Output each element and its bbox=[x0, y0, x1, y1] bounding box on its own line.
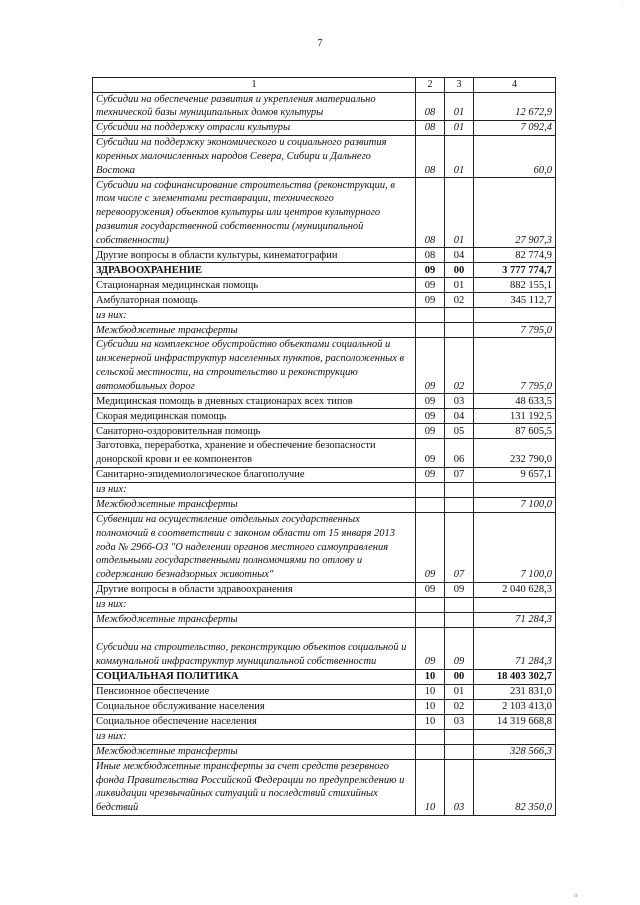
row-code-subsection: 04 bbox=[445, 409, 474, 424]
corner-mark-top: . bbox=[622, 2, 624, 8]
table-row bbox=[93, 684, 556, 699]
row-amount bbox=[474, 482, 556, 497]
row-code-section: 09 bbox=[416, 409, 445, 424]
row-name: Пенсионное обеспечение bbox=[93, 684, 416, 699]
table-row bbox=[93, 714, 556, 729]
row-amount: 3 777 774,7 bbox=[474, 263, 556, 278]
row-amount: 82 350,0 bbox=[474, 759, 556, 815]
table-row bbox=[93, 627, 556, 669]
row-code-subsection: 00 bbox=[445, 263, 474, 278]
row-code-subsection: 02 bbox=[445, 699, 474, 714]
table-row bbox=[93, 597, 556, 612]
row-amount: 7 795,0 bbox=[474, 323, 556, 338]
table-row bbox=[93, 424, 556, 439]
row-code-section: 09 bbox=[416, 263, 445, 278]
row-name: Другие вопросы в области здравоохранения bbox=[93, 582, 416, 597]
row-amount: 87 605,5 bbox=[474, 424, 556, 439]
row-name: ЗДРАВООХРАНЕНИЕ bbox=[93, 263, 416, 278]
row-code-subsection: 01 bbox=[445, 136, 474, 178]
row-name: Скорая медицинская помощь bbox=[93, 409, 416, 424]
table-row bbox=[93, 263, 556, 278]
row-name: Социальное обслуживание населения bbox=[93, 699, 416, 714]
row-code-section bbox=[416, 497, 445, 512]
row-code-subsection: 01 bbox=[445, 278, 474, 293]
row-code-section: 09 bbox=[416, 278, 445, 293]
table-header-row bbox=[93, 78, 556, 93]
header-col-1: 1 bbox=[93, 78, 416, 93]
row-name: Стационарная медицинская помощь bbox=[93, 278, 416, 293]
row-code-section: 08 bbox=[416, 92, 445, 120]
row-amount: 48 633,5 bbox=[474, 394, 556, 409]
row-code-subsection bbox=[445, 744, 474, 759]
table-row bbox=[93, 178, 556, 248]
row-code-subsection bbox=[445, 482, 474, 497]
table-row bbox=[93, 669, 556, 684]
row-amount bbox=[474, 308, 556, 323]
table-row bbox=[93, 278, 556, 293]
row-name: Социальное обеспечение населения bbox=[93, 714, 416, 729]
table-row bbox=[93, 293, 556, 308]
row-code-section: 10 bbox=[416, 669, 445, 684]
row-name: Амбулаторная помощь bbox=[93, 293, 416, 308]
row-name: из них: bbox=[93, 482, 416, 497]
row-name: из них: bbox=[93, 729, 416, 744]
header-col-3: 3 bbox=[445, 78, 474, 93]
header-col-4: 4 bbox=[474, 78, 556, 93]
row-code-section: 09 bbox=[416, 512, 445, 582]
row-code-subsection: 01 bbox=[445, 92, 474, 120]
row-name: Субвенции на осуществление отдельных государственных полномочий в соответствии с законом области от 15 января 2013 года № 2966-ОЗ "О наделении органов местного самоуправления отдельными государственными полномочиями по отлову и содержанию безнадзорных животных" bbox=[93, 512, 416, 582]
row-name: Межбюджетные трансферты bbox=[93, 612, 416, 627]
row-code-subsection bbox=[445, 497, 474, 512]
row-code-section: 10 bbox=[416, 714, 445, 729]
row-amount: 7 092,4 bbox=[474, 121, 556, 136]
table-row bbox=[93, 699, 556, 714]
table-row bbox=[93, 338, 556, 394]
row-name: Межбюджетные трансферты bbox=[93, 497, 416, 512]
row-code-subsection: 09 bbox=[445, 582, 474, 597]
table-row bbox=[93, 497, 556, 512]
row-amount: 2 103 413,0 bbox=[474, 699, 556, 714]
row-name: Заготовка, переработка, хранение и обеспечение безопасности донорской крови и ее компонентов bbox=[93, 439, 416, 467]
row-code-subsection: 04 bbox=[445, 248, 474, 263]
row-code-subsection: 03 bbox=[445, 759, 474, 815]
row-name: Субсидии на комплексное обустройство объектами социальной и инженерной инфраструктур населенных пунктов, расположенных в сельской местности, на строительство и реконструкцию автомобильных дорог bbox=[93, 338, 416, 394]
row-code-section bbox=[416, 729, 445, 744]
row-code-subsection: 01 bbox=[445, 684, 474, 699]
row-code-subsection: 09 bbox=[445, 627, 474, 669]
row-code-section: 10 bbox=[416, 759, 445, 815]
row-code-section bbox=[416, 597, 445, 612]
table-row bbox=[93, 439, 556, 467]
table-row bbox=[93, 409, 556, 424]
row-amount: 231 831,0 bbox=[474, 684, 556, 699]
table-row bbox=[93, 467, 556, 482]
table-row bbox=[93, 729, 556, 744]
row-name: СОЦИАЛЬНАЯ ПОЛИТИКА bbox=[93, 669, 416, 684]
row-code-subsection: 02 bbox=[445, 293, 474, 308]
table-row bbox=[93, 394, 556, 409]
row-code-section bbox=[416, 323, 445, 338]
row-code-section: 08 bbox=[416, 178, 445, 248]
row-amount bbox=[474, 597, 556, 612]
table-row bbox=[93, 512, 556, 582]
row-code-section: 09 bbox=[416, 293, 445, 308]
table-row bbox=[93, 92, 556, 120]
table-row bbox=[93, 136, 556, 178]
row-name: Санаторно-оздоровительная помощь bbox=[93, 424, 416, 439]
row-name: Другие вопросы в области культуры, кинематографии bbox=[93, 248, 416, 263]
row-amount: 9 657,1 bbox=[474, 467, 556, 482]
row-code-section: 08 bbox=[416, 121, 445, 136]
row-name: из них: bbox=[93, 308, 416, 323]
row-amount: 345 112,7 bbox=[474, 293, 556, 308]
row-code-section bbox=[416, 308, 445, 323]
row-code-section bbox=[416, 612, 445, 627]
row-name: Межбюджетные трансферты bbox=[93, 744, 416, 759]
table-row bbox=[93, 582, 556, 597]
row-code-section: 09 bbox=[416, 439, 445, 467]
row-code-section: 09 bbox=[416, 394, 445, 409]
row-code-section bbox=[416, 482, 445, 497]
row-code-subsection bbox=[445, 729, 474, 744]
row-amount: 71 284,3 bbox=[474, 612, 556, 627]
row-name: Межбюджетные трансферты bbox=[93, 323, 416, 338]
row-code-section: 09 bbox=[416, 424, 445, 439]
row-amount: 7 795,0 bbox=[474, 338, 556, 394]
row-code-section bbox=[416, 744, 445, 759]
table-row bbox=[93, 744, 556, 759]
row-code-subsection bbox=[445, 597, 474, 612]
row-code-subsection: 03 bbox=[445, 714, 474, 729]
row-code-section: 08 bbox=[416, 248, 445, 263]
row-name: Субсидии на поддержку экономического и социального развития коренных малочисленных народов Севера, Сибири и Дальнего Востока bbox=[93, 136, 416, 178]
row-amount: 328 566,3 bbox=[474, 744, 556, 759]
row-amount: 18 403 302,7 bbox=[474, 669, 556, 684]
row-code-subsection: 07 bbox=[445, 512, 474, 582]
row-name: Субсидии на поддержку отрасли культуры bbox=[93, 121, 416, 136]
row-code-section: 08 bbox=[416, 136, 445, 178]
row-code-subsection bbox=[445, 612, 474, 627]
budget-table bbox=[92, 77, 556, 816]
row-amount: 882 155,1 bbox=[474, 278, 556, 293]
row-code-subsection: 03 bbox=[445, 394, 474, 409]
row-code-section: 10 bbox=[416, 684, 445, 699]
row-code-subsection: 05 bbox=[445, 424, 474, 439]
row-amount: 12 672,9 bbox=[474, 92, 556, 120]
row-name: Иные межбюджетные трансферты за счет средств резервного фонда Правительства Российской Федерации по предупреждению и ликвидации чрезвычайных ситуаций и последствий стихийных бедствий bbox=[93, 759, 416, 815]
row-code-section: 10 bbox=[416, 699, 445, 714]
header-col-2: 2 bbox=[416, 78, 445, 93]
row-name: Медицинская помощь в дневных стационарах всех типов bbox=[93, 394, 416, 409]
row-name: из них: bbox=[93, 597, 416, 612]
row-amount: 7 100,0 bbox=[474, 497, 556, 512]
table-row bbox=[93, 121, 556, 136]
row-code-subsection bbox=[445, 308, 474, 323]
row-code-subsection: 00 bbox=[445, 669, 474, 684]
row-code-subsection: 07 bbox=[445, 467, 474, 482]
corner-mark-bottom: ır bbox=[574, 893, 578, 899]
table-row bbox=[93, 323, 556, 338]
row-amount: 232 790,0 bbox=[474, 439, 556, 467]
row-code-section: 09 bbox=[416, 467, 445, 482]
row-code-subsection: 02 bbox=[445, 338, 474, 394]
row-name: Субсидии на строительство, реконструкцию объектов социальной и коммунальной инфраструктур муниципальной собственности bbox=[93, 627, 416, 669]
row-name: Санитарно-эпидемиологическое благополучие bbox=[93, 467, 416, 482]
row-amount: 71 284,3 bbox=[474, 627, 556, 669]
row-code-subsection: 01 bbox=[445, 121, 474, 136]
table-row bbox=[93, 248, 556, 263]
table-row bbox=[93, 308, 556, 323]
row-code-subsection bbox=[445, 323, 474, 338]
table-row bbox=[93, 482, 556, 497]
row-amount bbox=[474, 729, 556, 744]
row-name: Субсидии на софинансирование строительства (реконструкции, в том числе с элементами реставрации, технического перевооружения) объектов культуры или центров культурного развития государственной собственности (муниципальной собственности) bbox=[93, 178, 416, 248]
page-number: 7 bbox=[317, 38, 323, 49]
row-amount: 14 319 668,8 bbox=[474, 714, 556, 729]
row-code-section: 09 bbox=[416, 582, 445, 597]
table-row bbox=[93, 759, 556, 815]
row-amount: 82 774,9 bbox=[474, 248, 556, 263]
row-code-section: 09 bbox=[416, 627, 445, 669]
row-amount: 2 040 628,3 bbox=[474, 582, 556, 597]
row-amount: 60,0 bbox=[474, 136, 556, 178]
row-amount: 7 100,0 bbox=[474, 512, 556, 582]
table-row bbox=[93, 612, 556, 627]
row-code-subsection: 01 bbox=[445, 178, 474, 248]
row-code-section: 09 bbox=[416, 338, 445, 394]
row-code-subsection: 06 bbox=[445, 439, 474, 467]
row-amount: 131 192,5 bbox=[474, 409, 556, 424]
row-name: Субсидии на обеспечение развития и укрепления материально технической базы муниципальных домов культуры bbox=[93, 92, 416, 120]
row-amount: 27 907,3 bbox=[474, 178, 556, 248]
